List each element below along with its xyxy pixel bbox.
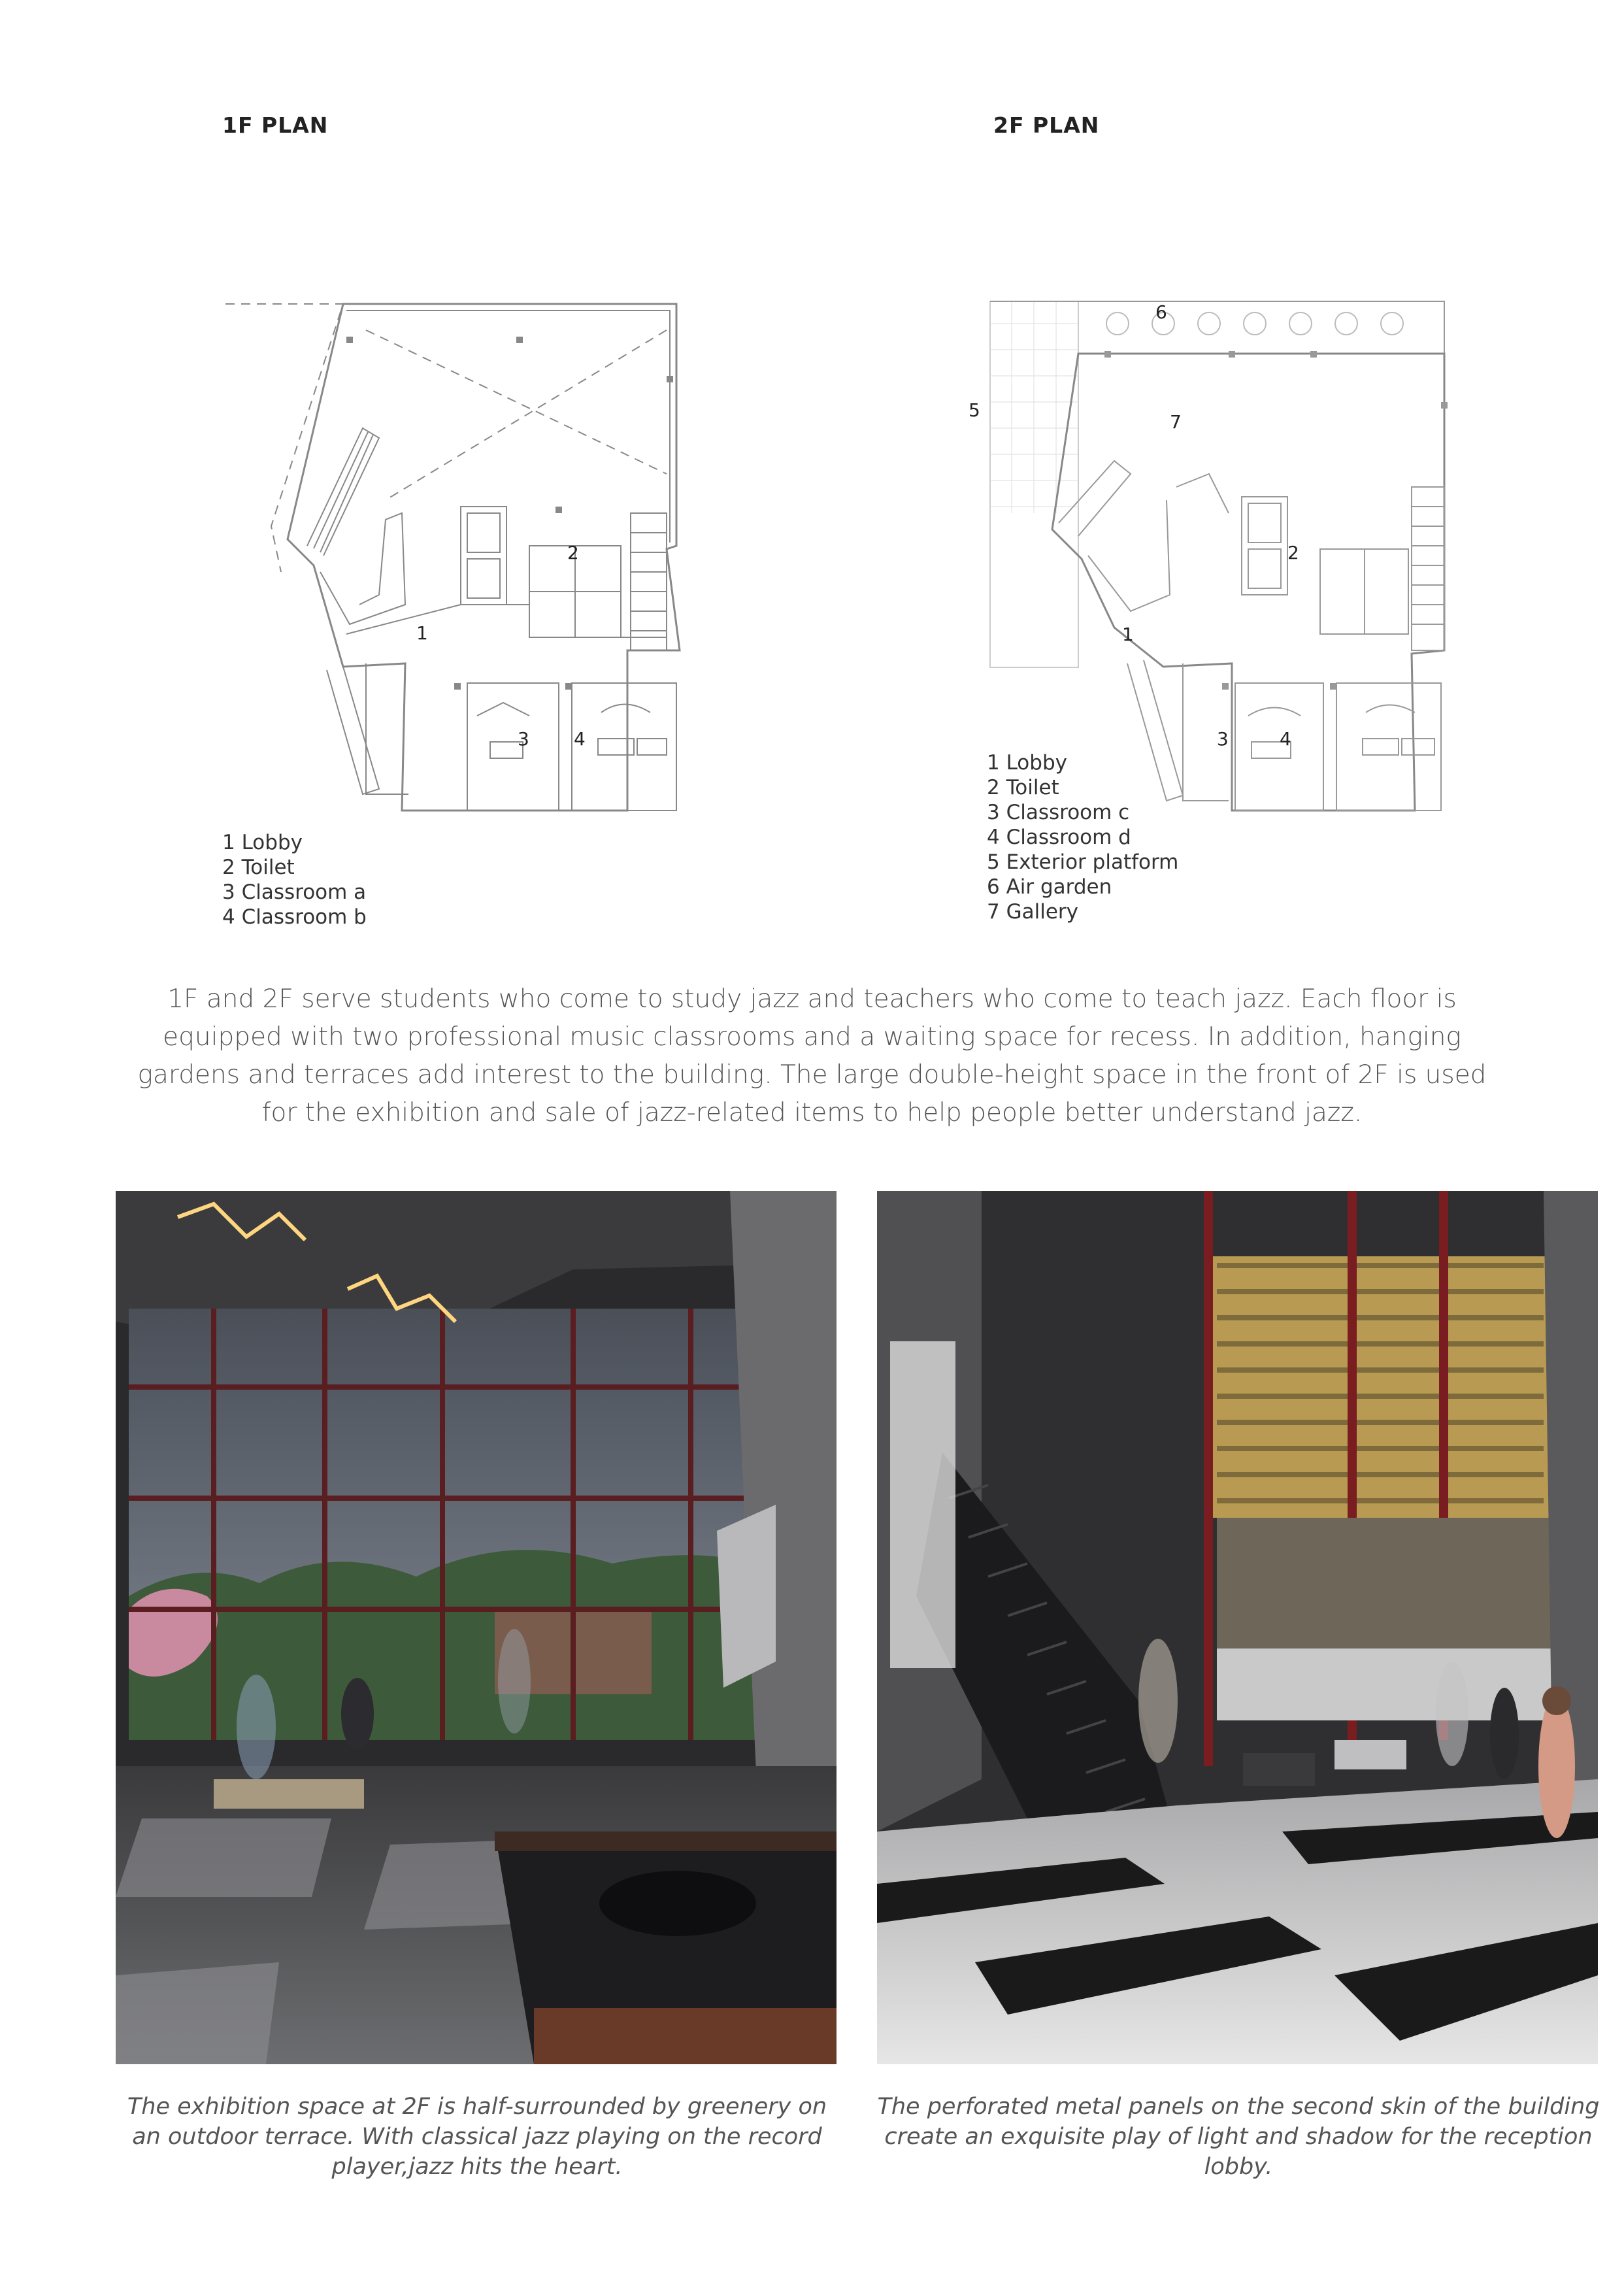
legend-item: 4 Classroom d <box>987 826 1131 849</box>
plan-2f-label-1: 1 <box>1122 624 1134 645</box>
legend-item: 1 Lobby <box>222 831 303 854</box>
plan-2f-label-5: 5 <box>969 399 980 421</box>
legend-item: 2 Toilet <box>987 776 1059 799</box>
plan-1f-label-4: 4 <box>574 728 586 750</box>
legend-item: 6 Air garden <box>987 875 1112 899</box>
legend-item: 7 Gallery <box>987 900 1078 924</box>
plan-2f-label-7: 7 <box>1170 411 1182 433</box>
render-exhibition-space <box>116 1191 837 2064</box>
render-reception-lobby <box>877 1191 1598 2064</box>
plan-2f-label-2: 2 <box>1287 542 1299 563</box>
legend-item: 3 Classroom c <box>987 801 1130 824</box>
render-lobby-caption: The perforated metal panels on the second skin of the building create an exquisite play of light and shadow for the reception lobby. <box>877 2094 1600 2180</box>
legend-item: 3 Classroom a <box>222 880 367 904</box>
plan-1f-legend <box>222 830 367 929</box>
plan-2f-label-4: 4 <box>1280 728 1291 750</box>
plan-2f-legend <box>987 750 1178 924</box>
plan-1f-drawing <box>216 297 686 820</box>
plan-2f-drawing <box>954 297 1464 820</box>
render-exhibition-caption: The exhibition space at 2F is half-surrounded by greenery on an outdoor terrace. With classical jazz playing on the record player,jazz hits the heart. <box>127 2094 827 2180</box>
plan-1f-label-3: 3 <box>518 728 529 750</box>
plan-2f-title: 2F PLAN <box>993 112 1100 138</box>
plan-2f-label-3: 3 <box>1217 728 1229 750</box>
legend-item: 2 Toilet <box>222 856 295 879</box>
plan-1f-label-1: 1 <box>416 622 428 644</box>
description-paragraph: 1F and 2F serve students who come to study jazz and teachers who come to teach jazz. Each floor is equipped with two professional music classrooms and a waiting space for recess. In addition, hanging gardens and terraces add interest to the building. The large double-height space in the front of 2F is used for the exhibition and sale of jazz-related items to help people better understand jazz. <box>137 984 1487 1128</box>
legend-item: 1 Lobby <box>987 751 1067 775</box>
legend-item: 5 Exterior platform <box>987 850 1179 874</box>
plan-1f-label-2: 2 <box>567 542 579 563</box>
plan-1f-title: 1F PLAN <box>222 112 329 138</box>
legend-item: 4 Classroom b <box>222 905 367 929</box>
plan-2f-label-6: 6 <box>1155 301 1167 323</box>
